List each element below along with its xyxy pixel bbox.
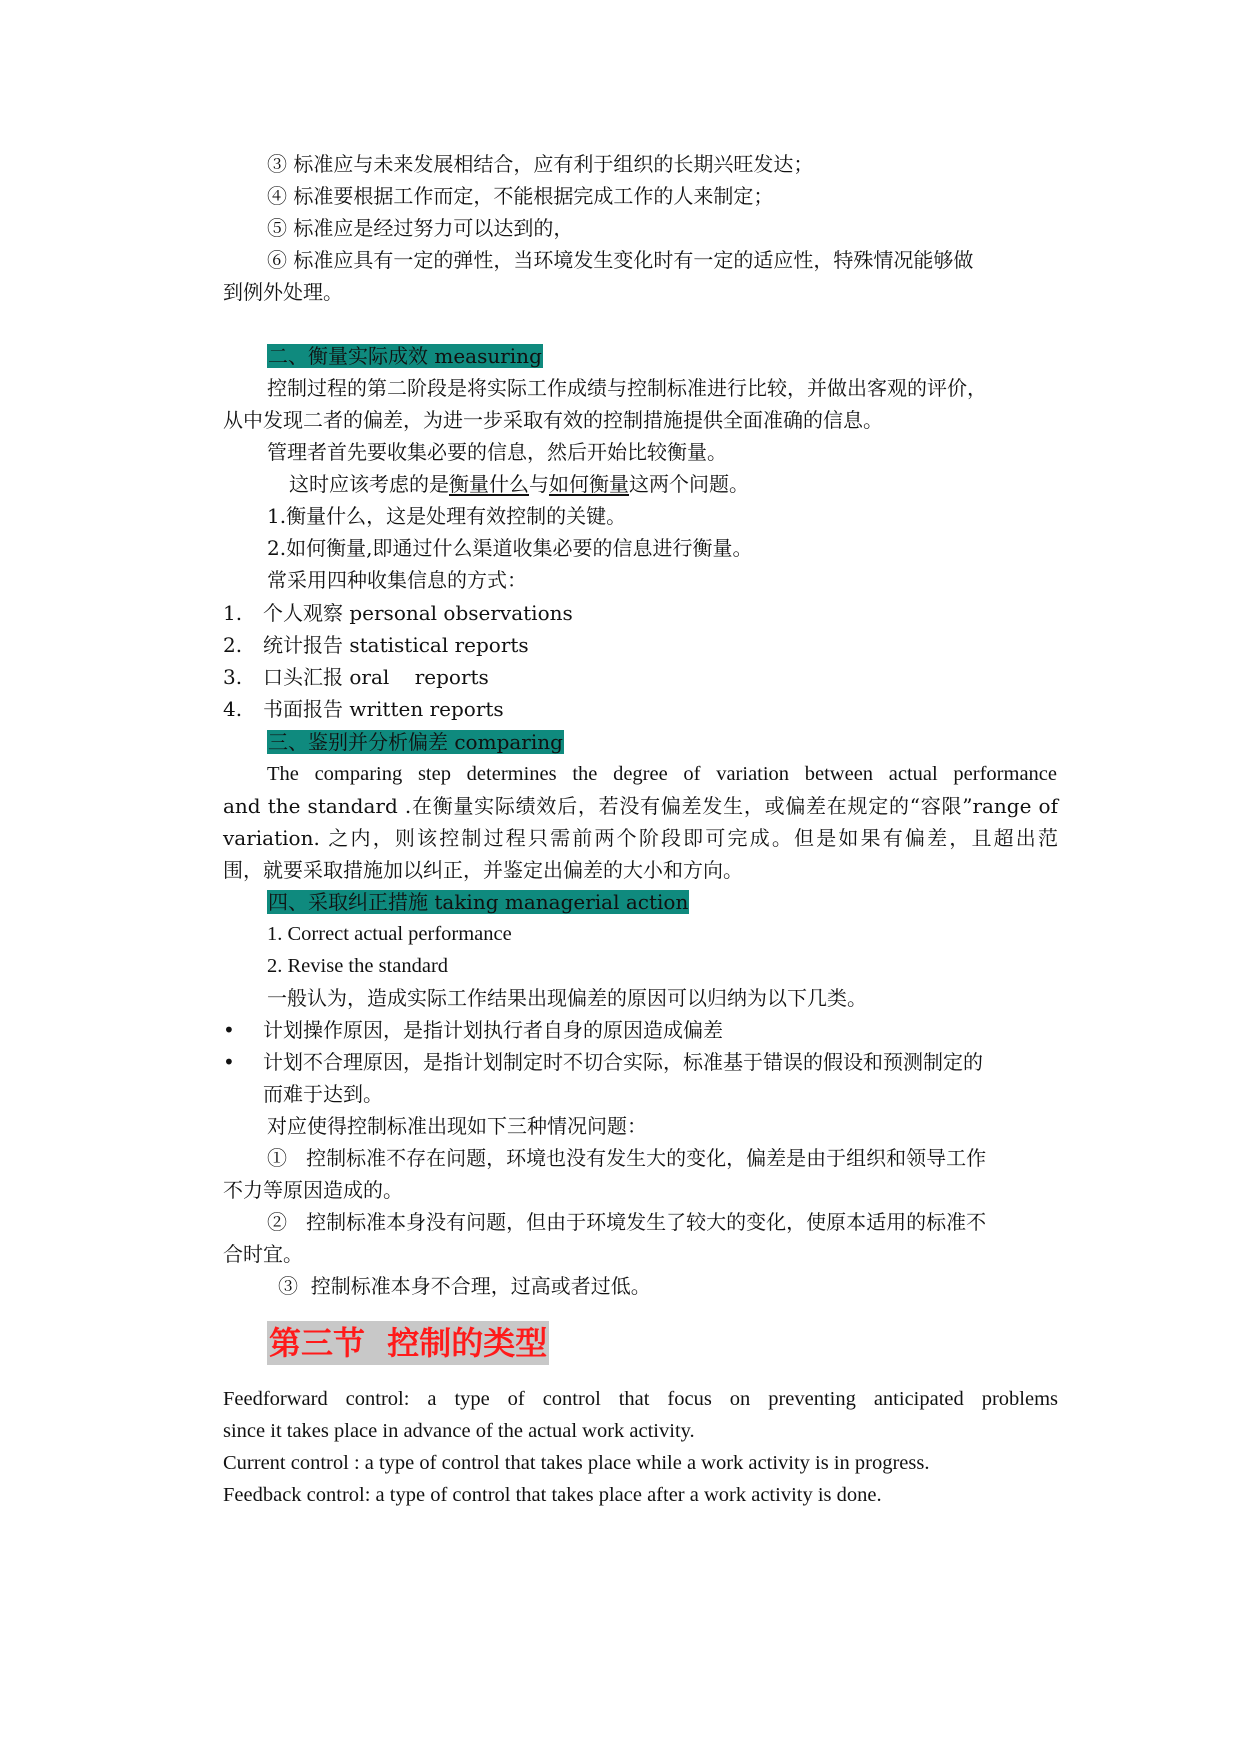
- paragraph-line: 2.如何衡量,即通过什么渠道收集必要的信息进行衡量。: [267, 536, 753, 560]
- standard-item-6: ⑥ 标准应具有一定的弹性，当环境发生变化时有一定的适应性，特殊情况能够做: [267, 248, 974, 272]
- list-item: [223, 597, 1053, 629]
- paragraph-line: 围，就要采取措施加以纠正，并鉴定出偏差的大小和方向。: [223, 858, 743, 882]
- paragraph-line: 对应使得控制标准出现如下三种情况问题：: [267, 1114, 647, 1138]
- section-title: 第三节 控制的类型: [267, 1321, 549, 1365]
- bullet-text-cont: 而难于达到。: [263, 1082, 383, 1106]
- case-item-2: ② 控制标准本身没有问题，但由于环境发生了较大的变化，使原本适用的标准不: [267, 1210, 987, 1234]
- definition-feedforward-cont: since it takes place in advance of the actual work activity.: [223, 1420, 695, 1442]
- paragraph-line: 管理者首先要收集必要的信息，然后开始比较衡量。: [267, 440, 727, 464]
- list-item: [223, 629, 1053, 661]
- definition-feedforward: Feedforward control: a type of control that focus on preventing anticipated problems: [223, 1388, 1058, 1410]
- bullet-text: 计划操作原因，是指计划执行者自身的原因造成偏差: [263, 1018, 723, 1042]
- underlined-term: 如何衡量: [549, 472, 629, 496]
- bullet-item: [223, 1014, 1053, 1046]
- list-item: [223, 693, 1053, 725]
- list-number: 3.: [223, 665, 243, 689]
- heading-taking-action: [267, 886, 1057, 918]
- paragraph-line: 2. Revise the standard: [267, 955, 449, 977]
- paragraph-line: 一般认为，造成实际工作结果出现偏差的原因可以归纳为以下几类。: [267, 986, 867, 1010]
- definition-current: Current control : a type of control that takes place while a work activity is in progress.: [223, 1452, 930, 1474]
- standard-item-6-cont: 到例外处理。: [223, 280, 343, 304]
- paragraph-line: 控制过程的第二阶段是将实际工作成绩与控制标准进行比较，并做出客观的评价，: [267, 376, 987, 400]
- paragraph-line: The comparing step determines the degree of variation between actual performance: [267, 763, 1057, 785]
- standard-item-5: ⑤ 标准应是经过努力可以达到的，: [267, 216, 574, 240]
- heading-comparing: [267, 726, 1057, 758]
- list-text: 个人观察 personal observations: [263, 601, 573, 625]
- bullet-text: 计划不合理原因，是指计划制定时不切合实际，标准基于错误的假设和预测制定的: [263, 1050, 983, 1074]
- bullet-icon: •: [223, 1018, 235, 1042]
- list-number: 4.: [223, 697, 243, 721]
- paragraph-line: 1.衡量什么，这是处理有效控制的关键。: [267, 504, 627, 528]
- list-number: 2.: [223, 633, 243, 657]
- standard-item-3: ③ 标准应与未来发展相结合，应有利于组织的长期兴旺发达；: [267, 152, 814, 176]
- paragraph-line: and the standard .在衡量实际绩效后，若没有偏差发生，或偏差在规定的“容限”range of: [223, 794, 1058, 818]
- heading-measuring: [267, 340, 1057, 372]
- paragraph-questions: [289, 468, 1059, 500]
- case-item-2-cont: 合时宜。: [223, 1242, 303, 1266]
- underlined-term: 衡量什么: [449, 472, 529, 496]
- list-number: 1.: [223, 601, 243, 625]
- heading-taking-action-text: 四、采取纠正措施 taking managerial action: [268, 890, 689, 914]
- list-item: [223, 661, 1053, 693]
- paragraph-line: variation. 之内，则该控制过程只需前两个阶段即可完成。但是如果有偏差，且超出范: [223, 826, 1058, 850]
- bullet-item: [223, 1046, 1053, 1078]
- text: 这时应该考虑的是: [289, 472, 449, 496]
- case-item-3: ③ 控制标准本身不合理，过高或者过低。: [278, 1274, 651, 1298]
- standard-item-4: ④ 标准要根据工作而定，不能根据完成工作的人来制定；: [267, 184, 774, 208]
- text: 这两个问题。: [629, 472, 749, 496]
- text: 与: [529, 472, 549, 496]
- bullet-icon: •: [223, 1050, 235, 1074]
- paragraph-line: 常采用四种收集信息的方式：: [267, 568, 527, 592]
- definition-feedback: Feedback control: a type of control that takes place after a work activity is done.: [223, 1484, 882, 1506]
- paragraph-line: 1. Correct actual performance: [267, 923, 512, 945]
- case-item-1: ① 控制标准不存在问题，环境也没有发生大的变化，偏差是由于组织和领导工作: [267, 1146, 987, 1170]
- paragraph-line: 从中发现二者的偏差，为进一步采取有效的控制措施提供全面准确的信息。: [223, 408, 883, 432]
- list-text: 口头汇报 oral reports: [263, 665, 489, 689]
- heading-measuring-text: 二、衡量实际成效 measuring: [268, 344, 542, 368]
- heading-comparing-text: 三、鉴别并分析偏差 comparing: [268, 730, 563, 754]
- case-item-1-cont: 不力等原因造成的。: [223, 1178, 403, 1202]
- list-text: 书面报告 written reports: [263, 697, 504, 721]
- list-text: 统计报告 statistical reports: [263, 633, 529, 657]
